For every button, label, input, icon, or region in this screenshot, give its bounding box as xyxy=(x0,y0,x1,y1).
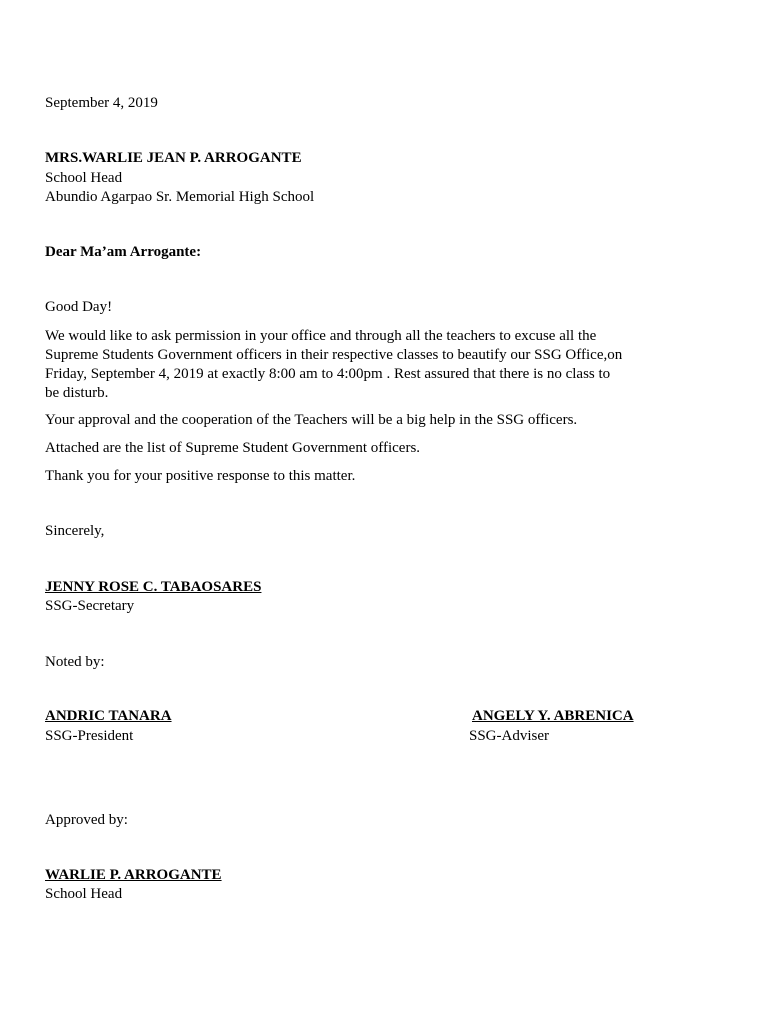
signatory-name-president: ANDRIC TANARA xyxy=(45,708,172,724)
signatory-name-adviser: ANGELY Y. ABRENICA xyxy=(472,708,634,724)
recipient-position: School Head xyxy=(45,170,123,186)
sender-position: SSG-Secretary xyxy=(45,598,135,614)
approved-by-label: Approved by: xyxy=(45,812,128,828)
recipient-school: Abundio Agarpao Sr. Memorial High School xyxy=(45,189,315,205)
body-paragraph-2: Your approval and the cooperation of the Teachers will be a big help in the SSG officers. xyxy=(45,412,578,428)
body-paragraph-1-line: be disturb. xyxy=(45,385,109,401)
body-paragraph-1-line: Supreme Students Government officers in their respective classes to beautify our SSG Office,on xyxy=(45,347,623,363)
salutation: Dear Ma’am Arrogante: xyxy=(45,244,202,260)
noted-by-label: Noted by: xyxy=(45,654,105,670)
approver-name: WARLIE P. ARROGANTE xyxy=(45,867,222,883)
approver-position: School Head xyxy=(45,886,123,902)
body-paragraph-1 xyxy=(45,327,725,403)
body-paragraph-4: Thank you for your positive response to this matter. xyxy=(45,468,356,484)
closing: Sincerely, xyxy=(45,523,105,539)
body-paragraph-3: Attached are the list of Supreme Student Government officers. xyxy=(45,440,421,456)
recipient-name: MRS.WARLIE JEAN P. ARROGANTE xyxy=(45,150,302,166)
letter-date: September 4, 2019 xyxy=(45,95,158,111)
signatory-position-adviser: SSG-Adviser xyxy=(469,728,550,744)
body-paragraph-1-line: We would like to ask permission in your office and through all the teachers to excuse all the xyxy=(45,328,597,344)
signatory-position-president: SSG-President xyxy=(45,728,134,744)
body-paragraph-1-line: Friday, September 4, 2019 at exactly 8:00 am to 4:00pm . Rest assured that there is no class to xyxy=(45,366,611,382)
sender-name: JENNY ROSE C. TABAOSARES xyxy=(45,579,262,595)
greeting: Good Day! xyxy=(45,299,113,315)
